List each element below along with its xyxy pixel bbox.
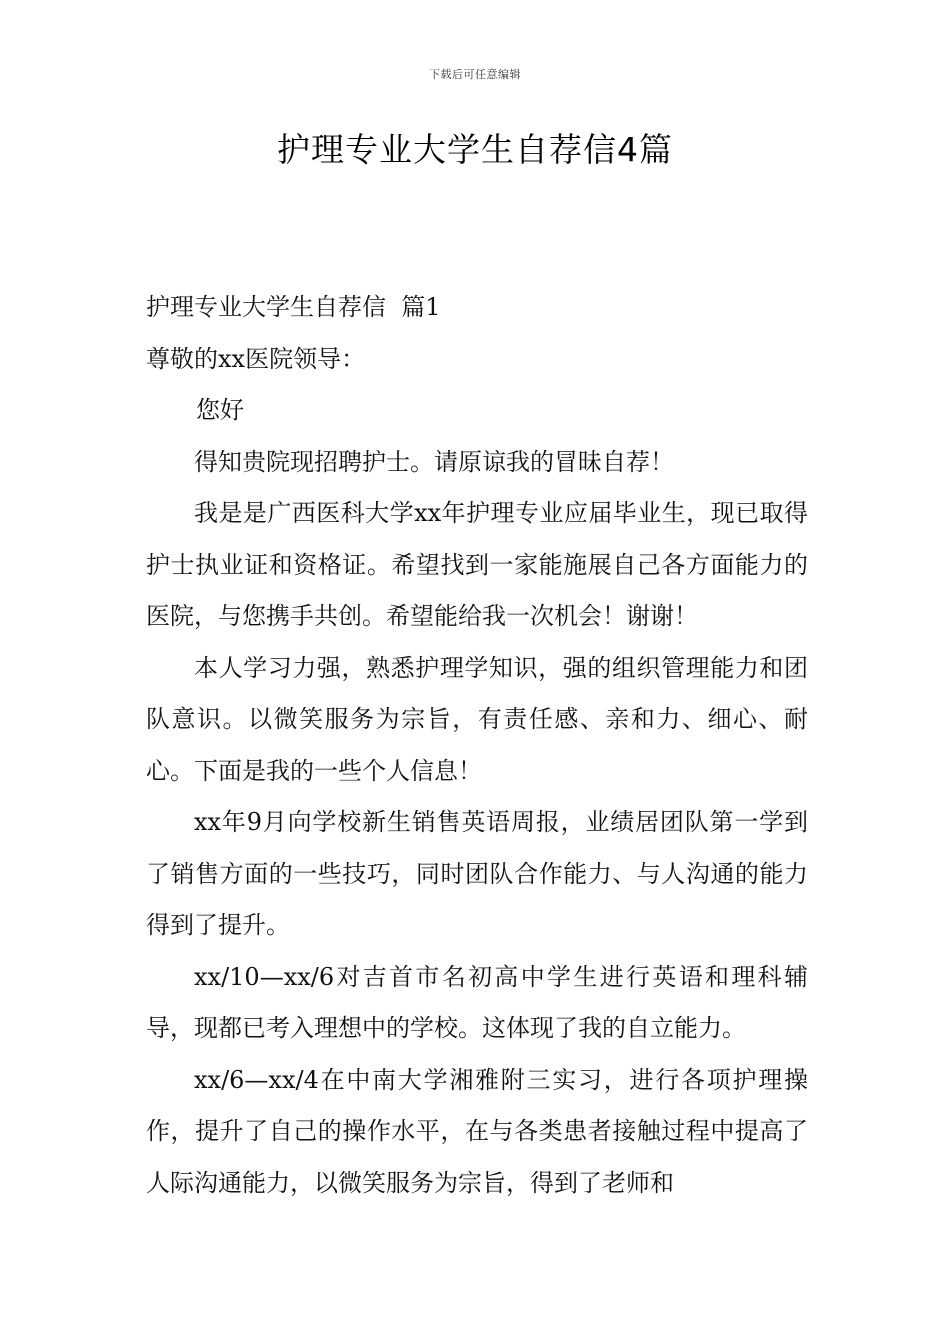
salutation: 尊敬的xx医院领导： bbox=[146, 344, 366, 373]
header-note: 下载后可任意编辑 bbox=[429, 68, 521, 81]
section-heading: 护理专业大学生自荐信 篇1 bbox=[146, 293, 441, 321]
paragraph: 我是是广西医科大学xx年护理专业应届毕业生，现已取得护士执业证和资格证。希望找到一家能施展自己各方面能力的医院，与您携手共创。希望能给我一次机会！谢谢！ bbox=[146, 499, 808, 630]
paragraph: 本人学习力强，熟悉护理学知识，强的组织管理能力和团队意识。以微笑服务为宗旨，有责任感、亲和力、细心、耐心。下面是我的一些个人信息！ bbox=[146, 653, 808, 785]
paragraph: xx/6—xx/4在中南大学湘雅附三实习，进行各项护理操作，提升了自己的操作水平，在与各类患者接触过程中提高了人际沟通能力，以微笑服务为宗旨，得到了老师和 bbox=[146, 1065, 808, 1197]
paragraph: 得知贵院现招聘护士。请原谅我的冒昧自荐！ bbox=[194, 447, 674, 476]
document-body bbox=[146, 282, 808, 1209]
greeting: 您好 bbox=[196, 396, 244, 424]
paragraph: xx年9月向学校新生销售英语周报，业绩居团队第一学到了销售方面的一些技巧，同时团队合作能力、与人沟通的能力得到了提升。 bbox=[146, 808, 808, 939]
paragraph: xx/10—xx/6对吉首市名初高中学生进行英语和理科辅导，现都已考入理想中的学校。这体现了我的自立能力。 bbox=[146, 962, 808, 1042]
document-title: 护理专业大学生自荐信4篇 bbox=[277, 130, 673, 169]
